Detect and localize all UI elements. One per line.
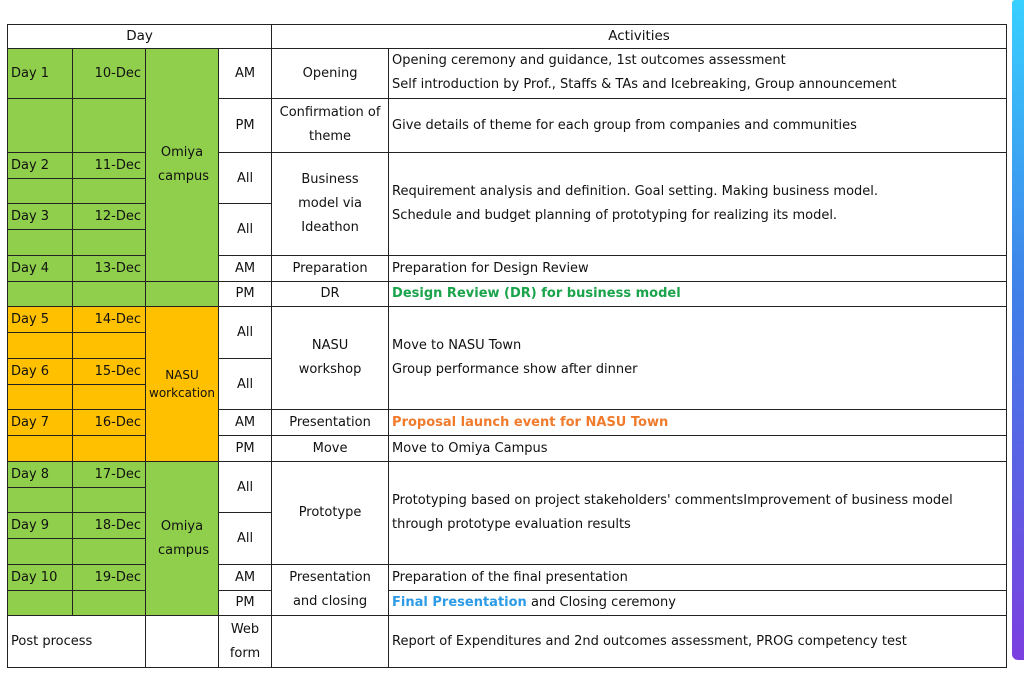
activity-line: Requirement analysis and definition. Goal setting. Making business model.	[392, 183, 879, 199]
activity-line: Move to NASU Town	[392, 338, 522, 354]
date-cell: 18-Dec	[73, 513, 146, 539]
day-cell: Day 5	[8, 307, 73, 333]
activity-cell: Report of Expenditures and 2nd outcomes assessment, PROG competency test	[389, 616, 1007, 668]
time-cell: AM	[219, 48, 272, 98]
date-cell: 11-Dec	[73, 152, 146, 178]
activity-cell: Give details of theme for each group from companies and communities	[389, 99, 1007, 153]
activity-cell	[389, 152, 1007, 255]
time-line: Web	[230, 621, 260, 637]
date-cell: 17-Dec	[73, 461, 146, 487]
topic-line: Ideathon	[301, 219, 359, 235]
activity-cell	[389, 307, 1007, 410]
place-omiya-2: Omiya campus	[146, 461, 219, 616]
topic-line: theme	[309, 129, 352, 145]
day-cell: Day 4	[8, 255, 73, 281]
topic-cell	[272, 564, 389, 616]
topic-cell	[272, 307, 389, 410]
topic-line: model via	[298, 195, 362, 211]
topic-cell: Move	[272, 436, 389, 462]
date-cell: 15-Dec	[73, 358, 146, 384]
date-cell: 12-Dec	[73, 204, 146, 230]
table-row	[8, 281, 1007, 307]
topic-line: Business	[301, 171, 359, 187]
time-cell: PM	[219, 590, 272, 616]
time-line: form	[229, 645, 261, 661]
time-cell: AM	[219, 564, 272, 590]
day-cell	[8, 99, 73, 153]
header-row	[8, 25, 1007, 49]
side-accent-bar	[1012, 0, 1024, 660]
activity-cell	[389, 48, 1007, 98]
schedule-table	[7, 24, 1007, 668]
activity-cell: Move to Omiya Campus	[389, 436, 1007, 462]
date-cell: 16-Dec	[73, 410, 146, 436]
place-nasu	[146, 307, 219, 462]
table-row	[8, 307, 1007, 333]
activity-line: Group performance show after dinner	[392, 362, 638, 378]
date-cell	[73, 99, 146, 153]
time-cell: All	[219, 461, 272, 513]
activity-line: Opening ceremony and guidance, 1st outcomes assessment	[392, 53, 786, 69]
topic-cell	[272, 152, 389, 255]
time-cell: All	[219, 358, 272, 410]
activity-line: Prototyping based on project stakeholders' commentsImprovement of business model	[392, 492, 953, 508]
time-cell: PM	[219, 436, 272, 462]
activity-cell: Preparation of the final presentation	[389, 564, 1007, 590]
day-cell: Day 6	[8, 358, 73, 384]
topic-line: Presentation	[289, 570, 371, 585]
topic-line: Confirmation of	[279, 105, 381, 121]
table-row	[8, 48, 1007, 98]
date-cell: 13-Dec	[73, 255, 146, 281]
time-cell: All	[219, 307, 272, 359]
day-cell: Day 1	[8, 48, 73, 98]
topic-cell: DR	[272, 281, 389, 307]
day-cell: Day 8	[8, 461, 73, 487]
topic-line: and closing	[292, 594, 368, 609]
time-cell: PM	[219, 99, 272, 153]
date-cell: 10-Dec	[73, 48, 146, 98]
date-cell: 19-Dec	[73, 564, 146, 590]
post-process-label: Post process	[8, 616, 146, 668]
time-cell: All	[219, 152, 272, 204]
topic-line: NASU	[311, 338, 349, 354]
day-cell: Day 3	[8, 204, 73, 230]
topic-cell: Opening	[272, 48, 389, 98]
day-cell: Day 10	[8, 564, 73, 590]
topic-cell: Preparation	[272, 255, 389, 281]
table-row	[8, 616, 1007, 668]
day-header: Day	[8, 25, 272, 49]
activity-line: through prototype evaluation results	[392, 516, 631, 532]
time-cell: AM	[219, 255, 272, 281]
table-row	[8, 461, 1007, 487]
activity-cell: Preparation for Design Review	[389, 255, 1007, 281]
topic-line: workshop	[298, 362, 362, 378]
time-cell: AM	[219, 410, 272, 436]
day-cell: Day 9	[8, 513, 73, 539]
time-cell: All	[219, 513, 272, 565]
time-cell: PM	[219, 281, 272, 307]
day-cell: Day 2	[8, 152, 73, 178]
activity-cell	[389, 461, 1007, 564]
activity-cell	[389, 590, 1007, 616]
activity-cell: Design Review (DR) for business model	[389, 281, 1007, 307]
final-presentation-highlight: Final Presentation	[392, 595, 527, 611]
place-label: NASU workcation	[149, 368, 215, 400]
activity-line: Self introduction by Prof., Staffs & TAs and Icebreaking, Group announcement	[392, 77, 897, 93]
activity-line: Schedule and budget planning of prototyping for realizing its model.	[392, 207, 838, 223]
time-cell: All	[219, 204, 272, 256]
top-bar	[0, 0, 1010, 22]
activities-header: Activities	[272, 25, 1007, 49]
activity-rest: and Closing ceremony	[526, 595, 676, 611]
activity-cell: Proposal launch event for NASU Town	[389, 410, 1007, 436]
day-cell: Day 7	[8, 410, 73, 436]
topic-cell	[272, 99, 389, 153]
topic-cell: Prototype	[272, 461, 389, 564]
time-cell	[219, 616, 272, 668]
date-cell: 14-Dec	[73, 307, 146, 333]
place-omiya-1: Omiya campus	[146, 48, 219, 281]
topic-cell: Presentation	[272, 410, 389, 436]
